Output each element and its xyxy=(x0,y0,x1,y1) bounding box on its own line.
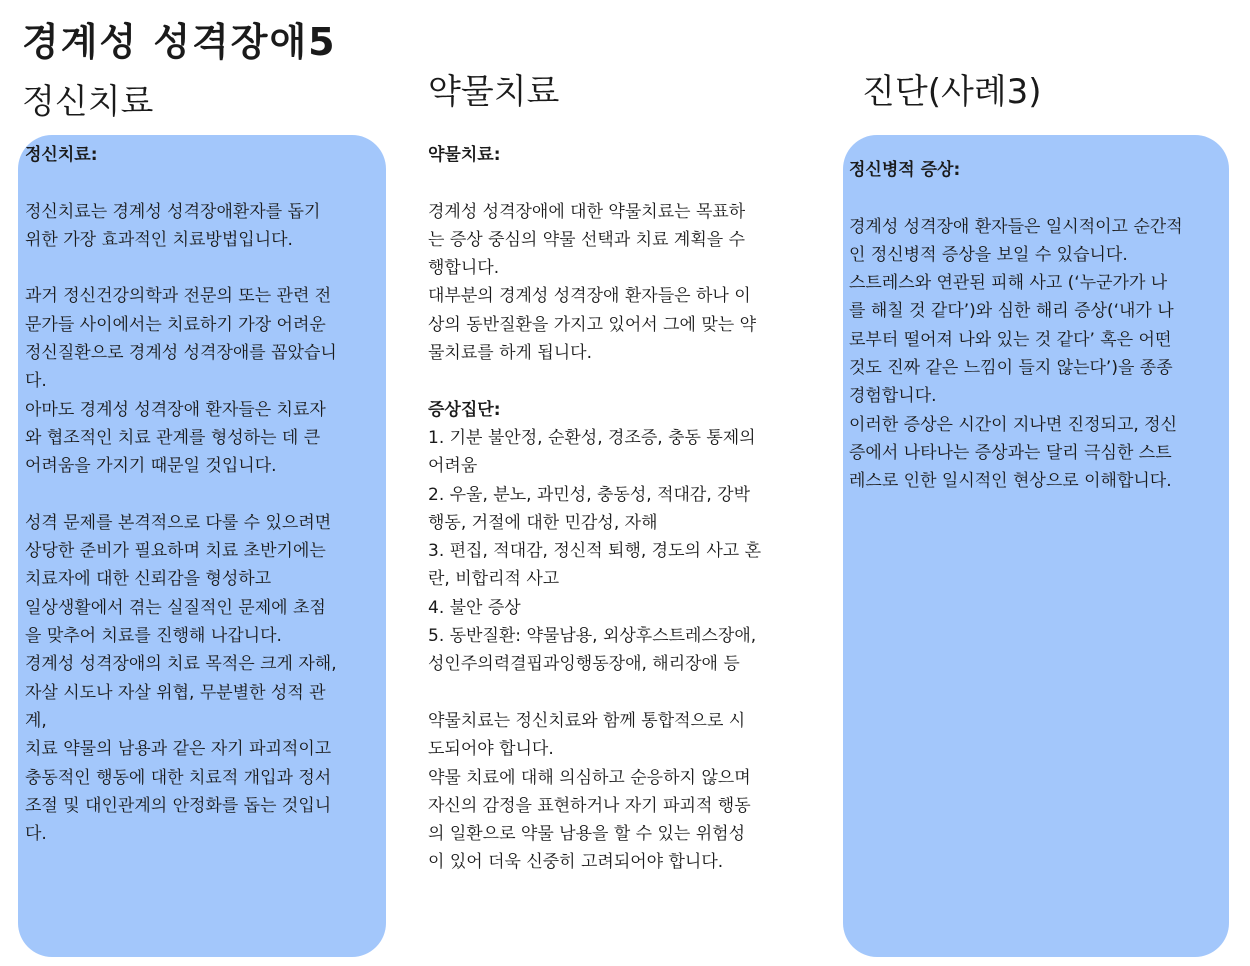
medication-paragraph: 약물치료는 정신치료와 함께 통합적으로 시 도되어야 합니다. 약물 치료에 대해 의심하고 순응하지 않으며 자신의 감정을 표현하거나 자기 파괴적 행동 의 일환으로 약물 남용을 할 수 있는 위험성 이 있어 더욱 신중히 고려되어야 합니다. xyxy=(428,710,751,873)
symptom-groups-heading: 증상집단: xyxy=(428,399,501,420)
page-title: 경계성 성격장애5 xyxy=(22,20,337,64)
spacer xyxy=(428,679,805,707)
medication-panel xyxy=(419,135,811,957)
symptom-groups-list: 1. 기분 불안정, 순환성, 경조증, 충동 통제의 어려움 2. 우울, 분노, 과민성, 충동성, 적대감, 강박 행동, 거절에 대한 민감성, 자해 3. 편집, 적대감, 정신적 퇴행, 경도의 사고 혼 란, 비합리적 사고 4. 불안 증상 5. 동반질환: 약물남용, 외상후스트레스장애, 성인주의력결핍과잉행동장애, 해리장애 등 xyxy=(428,427,762,675)
spacer xyxy=(428,367,805,395)
diagnosis-paragraph: 경계성 성격장애 환자들은 일시적이고 순간적 인 정신병적 증상을 보일 수 있습니다. 스트레스와 연관된 피해 사고 (‘누군가가 나 를 해칠 것 같다’)와 심한 해리 증상(‘내가 나 로부터 떨어져 나와 있는 것 같다’ 혹은 어떤 것도 진짜 같은 느낌이 들지 않는다’)을 종종 경험합니다. 이러한 증상은 시간이 지나면 진정되고, 정신 증에서 나타나는 증상과는 달리 극심한 스트 레스로 인한 일시적인 현상으로 이해합니다. xyxy=(849,216,1183,492)
column-title-diagnosis: 진단(사례3) xyxy=(862,72,1042,112)
spacer xyxy=(849,184,1223,212)
psychotherapy-paragraph: 과거 정신건강의학과 전문의 또는 관련 전 문가들 사이에서는 치료하기 가장 어려운 정신질환으로 경계성 성격장애를 꼽았습니 다. 아마도 경계성 성격장애 환자들은 치료자 와 협조적인 치료 관계를 형성하는 데 큰 어려움을 가지기 때문일 것입니다. xyxy=(25,286,337,477)
diagnosis-heading: 정신병적 증상: xyxy=(849,160,961,180)
psychotherapy-paragraph: 성격 문제를 본격적으로 다룰 수 있으려면 상당한 준비가 필요하며 치료 초반기에는 치료자에 대한 신뢰감을 형성하고 일상생활에서 겪는 실질적인 문제에 초점 을 맞추어 치료를 진행해 나갑니다. 경계성 성격장애의 치료 목적은 크게 자해, 자살 시도나 자살 위협, 무분별한 성적 관 계, 치료 약물의 남용과 같은 자기 파괴적이고 충동적인 행동에 대한 치료적 개입과 정서 조절 및 대인관계의 안정화를 돕는 것입니 다. xyxy=(25,512,337,845)
psychotherapy-panel xyxy=(18,135,386,957)
medication-paragraph: 경계성 성격장애에 대한 약물치료는 목표하 는 증상 중심의 약물 선택과 치료 계획을 수 행합니다. 대부분의 경계성 성격장애 환자들은 하나 이 상의 동반질환을 가지고 있어서 그에 맞는 약 물치료를 하게 됩니다. xyxy=(428,201,757,364)
psychotherapy-paragraph: 정신치료는 경계성 성격장애환자를 돕기 위한 가장 효과적인 치료방법입니다. xyxy=(25,201,321,250)
medication-heading: 약물치료: xyxy=(428,145,501,165)
column-title-psychotherapy: 정신치료 xyxy=(22,82,154,122)
spacer xyxy=(25,254,380,282)
spacer xyxy=(428,169,805,197)
spacer xyxy=(25,481,380,509)
spacer xyxy=(25,169,380,197)
column-title-medication: 약물치료 xyxy=(428,72,560,112)
psychotherapy-heading: 정신치료: xyxy=(25,145,98,165)
diagnosis-panel xyxy=(843,135,1229,957)
